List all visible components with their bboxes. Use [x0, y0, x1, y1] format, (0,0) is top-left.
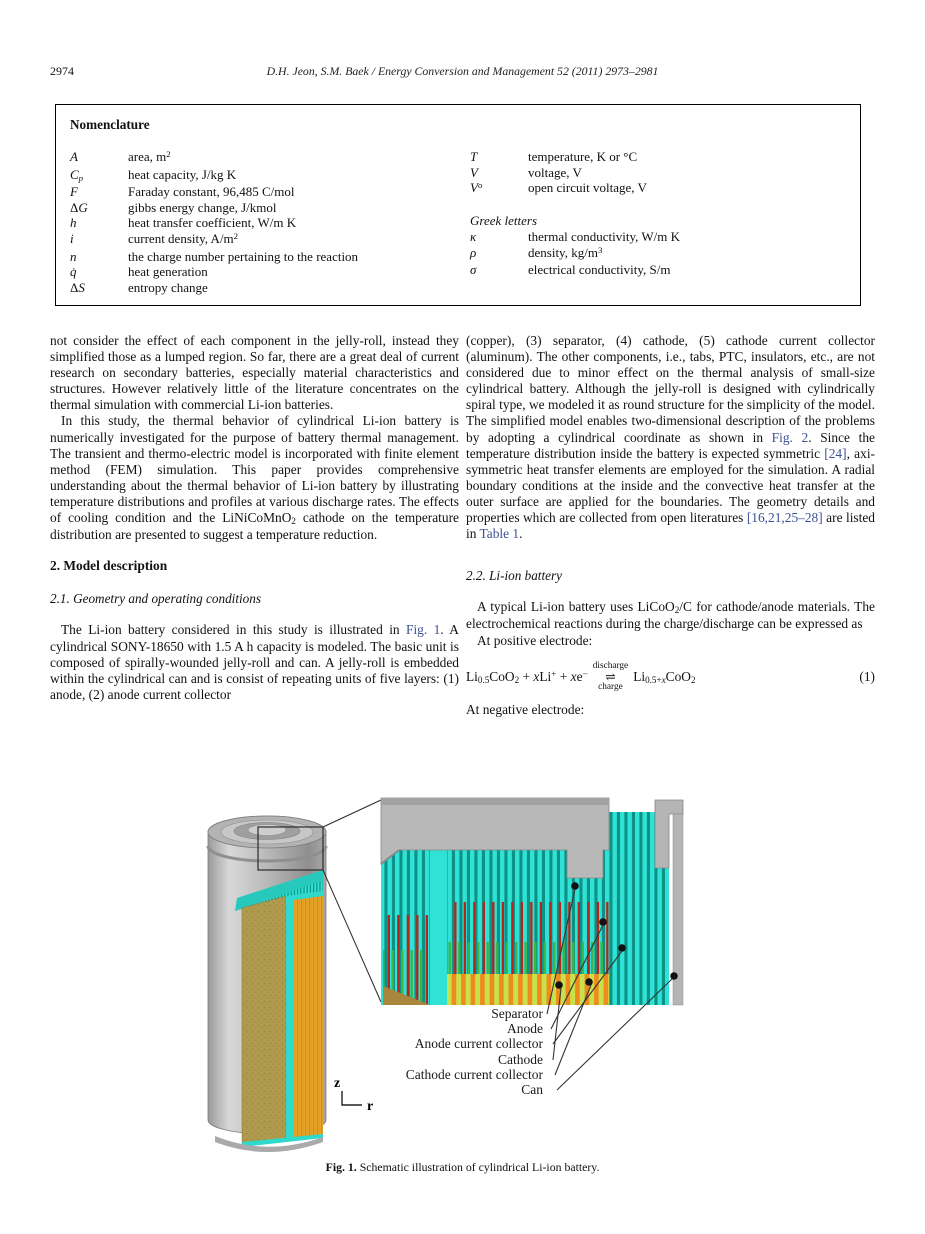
equation-1 [466, 662, 875, 693]
definition: open circuit voltage, V [528, 180, 647, 196]
page-number: 2974 [50, 64, 74, 78]
coordinate-axis [334, 1076, 373, 1114]
definition: heat generation [128, 264, 208, 280]
positive-electrode-label: At positive electrode: [477, 632, 593, 648]
symbol: F [70, 184, 78, 200]
nomenclature-entry [70, 231, 460, 249]
equation-number: (1) [859, 669, 875, 685]
nomenclature-entry [70, 149, 460, 167]
callout-dot-cathode [555, 981, 563, 989]
nomenclature-left-column [70, 149, 460, 295]
figure-label-separator: Separator [491, 1006, 543, 1021]
nomenclature-entry [470, 180, 850, 198]
equation-expression [466, 662, 696, 693]
symbol: h [70, 215, 77, 231]
figure-label-can: Can [521, 1082, 543, 1097]
nomenclature-entry [70, 264, 460, 280]
symbol: ΔG [70, 199, 88, 215]
right-column [466, 333, 875, 718]
spacer [470, 198, 850, 214]
arrow-top-label: discharge [592, 660, 629, 671]
definition: gibbs energy change, J/kmol [128, 199, 277, 215]
figure-1-illustration [185, 790, 725, 1160]
equilibrium-arrow [593, 662, 628, 693]
paragraph: The Li-ion battery considered in this study is illustrated in Fig. 1. A cylindrical SONY-18650 with 1.5 A h capacity is modeled. The basic unit is composed of spirally-wounded jelly-roll and can. A jelly-roll is embedded within the cylindrical can and is consist of repeating units of five layers: (1) anode, (2) anode current collector [50, 622, 459, 702]
running-head: D.H. Jeon, S.M. Baek / Energy Conversion and Management 52 (2011) 2973–2981 [266, 64, 659, 78]
negative-electrode-label: At negative electrode: [466, 701, 585, 717]
nomenclature-entry [470, 165, 850, 181]
symbol: q̇ [70, 264, 77, 280]
nomenclature-entry [70, 280, 460, 296]
subsection-heading: 2.1. Geometry and operating conditions [50, 591, 261, 607]
symbol: n [70, 248, 77, 264]
symbol: T [470, 149, 478, 164]
nomenclature-entry [70, 215, 460, 231]
nomenclature-entry [70, 167, 460, 185]
symbol: $V^o$ [470, 180, 483, 196]
jelly-roll-detail [381, 798, 683, 1005]
callout-dot-anode-collector [618, 944, 626, 952]
left-column [50, 333, 459, 703]
citation-link[interactable]: Table 1 [479, 526, 520, 542]
callout-dot-can [670, 972, 678, 980]
callout-dot-cathode-collector [585, 978, 593, 986]
figure-label-anode: Anode [507, 1021, 543, 1036]
symbol: ρ [470, 244, 477, 260]
paragraph: (copper), (3) separator, (4) cathode, (5) cathode current collector (aluminum). The other components, i.e., tabs, PTC, insulators, etc., are not considered due to minor effect on the thermal analysis of small-size cylindrical battery. Although the jelly-roll is designed with cylindrically spiral type, we modeled it as round structure for the simplicity of the model. The simplified model enables two-dimensional description of the problems by adopting a cylindrical coordinate as shown in Fig. 2. Since the temperature distribution inside the battery is expected symmetric [24], axi-symmetric heat transfer elements are employed for the simulation. A radial boundary conditions at the inside and the convective heat transfer at the outer surface are applied for the boundaries. The geometry details and properties which are collected from open literatures [16,21,25–28] are listed in Table 1. [466, 333, 875, 542]
nomenclature-entry [470, 149, 850, 165]
citation-link[interactable]: Fig. 2 [771, 429, 809, 445]
figure-caption-label: Fig. 1. [325, 1160, 357, 1174]
symbol: ΔS [70, 279, 85, 295]
zoom-connector-line [323, 800, 381, 827]
paragraph: In this study, the thermal behavior of cylindrical Li-ion battery is numerically investigated for the purpose of battery thermal management. The transient and thermo-electric model is incorporated with finite element method (FEM) simulation. This paper provides comprehensive understanding about the thermal behavior of Li-ion battery by illustrating temperature distributions and profiles at various discharge rates. The effects of cooling condition and the LiNiCoMnO2 cathode on the temperature distribution are presented to suggest a temperature reduction. [50, 413, 459, 543]
definition: current density, $A/m^2$ [128, 230, 239, 246]
equilibrium-arrow-icon: ⇌ [605, 669, 616, 684]
definition: area, $m^2$ [128, 149, 171, 164]
nomenclature-box [55, 104, 861, 306]
paragraph: not consider the effect of each component in the jelly-roll, instead they simplified those as a lumped region. So far, there are a great deal of current research on secondary batteries, especially material characteristics and structures. However relatively little of the literature concentrates on the thermal simulation with commercial Li-ion batteries. [50, 333, 459, 413]
nomenclature-entry [70, 249, 460, 265]
arrow-bottom-label: charge [598, 682, 623, 693]
paragraph: A typical Li-ion battery uses LiCoO2/C for cathode/anode materials. The electrochemical reactions during the charge/discharge can be expressed as [466, 599, 875, 632]
citation-link[interactable]: [16,21,25–28] [746, 510, 823, 526]
nomenclature-entry [70, 184, 460, 200]
figure-label-cathode: Cathode [498, 1052, 543, 1067]
axis-label-z: z [334, 1076, 341, 1091]
symbol: i [70, 230, 74, 246]
definition: entropy change [128, 279, 208, 295]
symbol: κ [470, 228, 477, 244]
definition: the charge number pertaining to the reaction [128, 248, 359, 264]
symbol: Cp [70, 166, 84, 183]
battery-cutaway [208, 816, 326, 1152]
definition: Faraday constant, 96,485 C/mol [128, 184, 295, 200]
axis-label-r: r [367, 1099, 374, 1114]
figure-caption-text: Schematic illustration of cylindrical Li-ion battery. [359, 1160, 600, 1174]
definition: heat capacity, J/kg K [128, 166, 237, 182]
nomenclature-entry [470, 262, 850, 278]
definition: electrical conductivity, S/m [528, 262, 671, 278]
equation-lhs: Li0.5CoO2 + xLi+ + xe− [466, 668, 588, 685]
callout-dot-anode [599, 918, 607, 926]
definition: thermal conductivity, W/m K [528, 228, 680, 244]
section-heading: 2. Model description [50, 558, 168, 574]
nomenclature-entry [470, 229, 850, 245]
symbol: V [470, 164, 478, 180]
greek-letters-heading: Greek letters [470, 213, 538, 229]
zoom-connector-line [323, 870, 381, 1002]
subsection-heading: 2.2. Li-ion battery [466, 568, 562, 584]
symbol: σ [470, 262, 477, 278]
definition: temperature, K or °C [528, 149, 638, 164]
nomenclature-title: Nomenclature [70, 117, 150, 132]
definition: voltage, V [528, 164, 582, 180]
citation-link[interactable]: Fig. 1 [406, 622, 441, 638]
figure-label-cathode-current-collector: Cathode current collector [405, 1067, 543, 1082]
definition: heat transfer coefficient, W/m K [128, 215, 297, 231]
definition: density, $kg/m^3$ [528, 244, 603, 260]
callout-dot-separator [571, 882, 579, 890]
symbol: A [70, 149, 78, 164]
nomenclature-right-column [470, 149, 850, 278]
nomenclature-entry [70, 200, 460, 216]
nomenclature-entry [470, 245, 850, 263]
figure-caption [0, 1160, 925, 1175]
citation-link[interactable]: [24] [824, 445, 847, 461]
figure-label-anode-current-collector: Anode current collector [414, 1036, 543, 1051]
equation-rhs: Li0.5+xCoO2 [633, 668, 696, 685]
